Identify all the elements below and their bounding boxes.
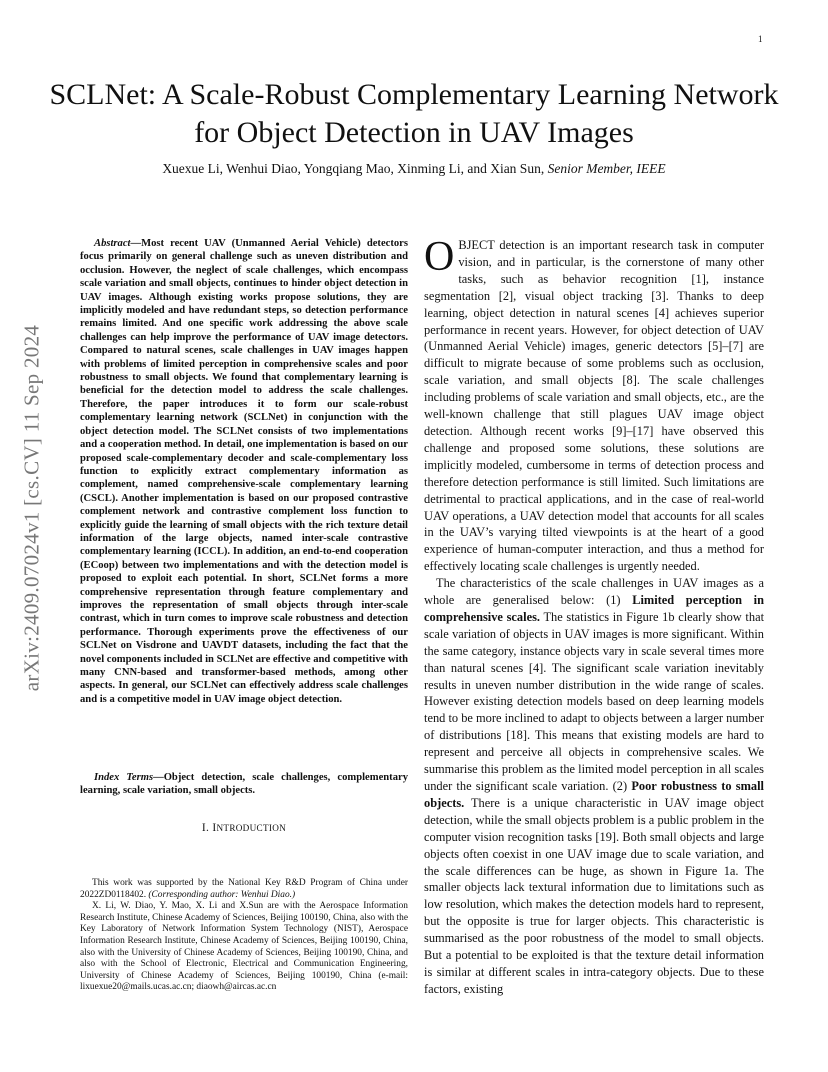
footnote-affiliations: X. Li, W. Diao, Y. Mao, X. Li and X.Sun are with the Aerospace Information Research Institute, Chinese Academy of Sciences, Beijing 100190, China, also with the Key Laboratory of Network Information System Technology (NIST), Aerospace Information Research Institute, Chinese Academy of Sciences, Beijing 100190, China, also with the University of Chinese Academy of Sciences, Beijing 100190, China, and also with the School of Electronic, Electrical and Communication Engineering, University of Chinese Academy of Sciences, Beijing 100190, China (e-mail: lixuexue20@mails.ucas.ac.cn; diaowh@aircas.ac.cn — [80, 901, 408, 993]
intro-paragraph-2: The characteristics of the scale challenges in UAV images as a whole are generalised below: (1) Limited perception in comprehensive scales. The statistics in Figure 1b clearly show that scale variation of objects in UAV images is more significant. Within the same category, instance objects vary in scale several times more than natural scenes [4]. The significant scale variation inevitably results in uneven number distribution in the wide range of scales. However existing detection models based on deep learning models tend to be more inclined to adapt to objects between a larger number of distributions [18]. This means that existing models are hard to represent and perceive all objects in comprehensive scales. We summarise this problem as the limited model perception in all scales under the significant scale variation. (2) Poor robustness to small objects. There is a unique characteristic in UAV image object detection, while the small objects problem is a public problem in the computer vision recognition tasks [19]. Both small objects and large objects often coexist in one UAV image due to scale variation, and the scale differences can be huge, as shown in Figure 1a. The smaller objects lack textural information due to limitations such as low resolution, which makes the detection models hard to represent, but the opposite is true for larger objects. This characteristic is summarised as the poor robustness of the model to small objects. But a potential to be exploited is that the texture detail information is similar at different scales in intra-category objects. Due to these factors, existing — [424, 576, 765, 996]
footnote-funding: This work was supported by the National Key R&D Program of China under 2022ZD0118402. (Corresponding author: Wenhui Diao.) — [80, 878, 408, 900]
abstract-label: Abstract — [94, 238, 131, 249]
index-terms — [80, 771, 408, 798]
index-terms-label: Index Terms — [94, 772, 154, 783]
abstract-text: —Most recent UAV (Unmanned Aerial Vehicle) detectors focus primarily on general challenge such as uneven distribution and occlusion. However, the neglect of scale challenges, which encompass scale variation and small objects, continues to hinder object detection in UAV images. Although existing works propose solutions, they are implicitly modeled and have redundant steps, so detection performance remains limited. And one specific work addressing the above scale challenges can help improve the performance of UAV image detectors. Compared to natural scenes, scale challenges in UAV images happen with problems of limited perception in comprehensive scales and poor robustness to small objects. We found that complementary learning is beneficial for the detection model to address the scale challenges. Therefore, the paper introduces it to form our scale-robust complementary learning network (SCLNet) in conjunction with the object detection model. The SCLNet consists of two implementations and a cooperation method. In detail, one implementation is based on our proposed scale-complementary decoder and scale-complementary loss function to explicitly extract complementary information as complement, named comprehensive-scale complementary learning (CSCL). Another implementation is based on our proposed contrastive complement network and contrastive complement loss function to explicitly guide the learning of small objects with the rich texture detail information of the large objects, named inter-scale contrastive complementary learning (ICCL). In addition, an end-to-end cooperation (ECoop) between two implementations and with the detection model is proposed to exploit each potential. In short, SCLNet forms a more comprehensive representation through feature complementary and improves the representation of small objects through inter-scale contrast, which in turn comes to improve scale robustness and detection performance. Thorough experiments prove the effectiveness of our SCLNet on Visdrone and UAVDT datasets, including the fact that the novel components included in SCLNet are effective and competitive with many CNN-based and transformer-based methods, among other aspects. In general, our SCLNet can effectively address scale challenges and is a competitive model in UAV image object detection. — [80, 238, 408, 705]
index-terms-text: —Object detection, scale challenges, complementary learning, scale variation, small objects. — [80, 772, 408, 797]
bold-term-perception: Limited perception in comprehensive scales. — [424, 593, 764, 624]
abstract — [80, 237, 408, 706]
section-heading: I. INTRODUCTION — [201, 822, 287, 834]
intro-paragraph-1: OBJECT detection is an important research task in computer vision, and in particular, is the cornerstone of many other tasks, such as behavior recognition [1], instance segmentation [2], visual object tracking [3]. Thanks to deep learning, object detection in natural scenes [4] achieves superior performance in recent years. However, for object detection of UAV (Unmanned Aerial Vehicle) images, generic detectors [5]–[7] are difficult to migrate because of some problems such as occlusion, scale variation, and small objects [8]. The scale challenges including problems of scale variation and small objects, etc., are the well-known challenge that still plagues UAV image object detection. Although recent works [9]–[17] have observed this challenge and proposed some solutions, these solutions are implicitly modeled, cumbersome in terms of detection process and therefore detection performance is still limited. Such limitations are detrimental to practical applications, and in the case of real-world UAV operations, a UAV detection model that accounts for all scales in the UAV’s varying tilted viewpoints is at the heart of a good experience of human-computer interaction, and thus a method for effectively locating scale challenges is urgently needed. — [424, 234, 764, 574]
introduction-body — [424, 234, 765, 998]
drop-cap: O — [424, 234, 455, 280]
bold-term-robustness: Poor robustness to small objects. — [424, 779, 764, 810]
author-line — [40, 161, 788, 177]
paper-title: SCLNet: A Scale-Robust Complementary Learning Network for Object Detection in UAV Images — [49, 78, 779, 149]
author-role: Senior Member, IEEE — [547, 161, 666, 176]
arxiv-identifier: arXiv:2409.07024v1 [cs.CV] 11 Sep 2024 — [19, 324, 44, 692]
author-names: Xuexue Li, Wenhui Diao, Yongqiang Mao, Xinming Li, and Xian Sun, — [162, 161, 545, 176]
page-number: 1 — [758, 34, 763, 44]
footnotes — [80, 878, 408, 994]
